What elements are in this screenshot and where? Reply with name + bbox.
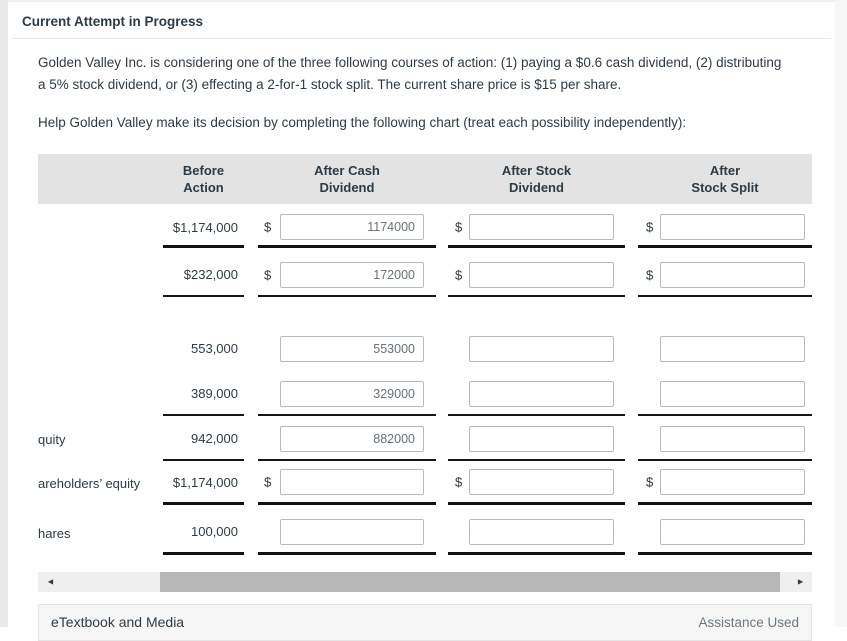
scrollbar-thumb[interactable] (160, 572, 780, 592)
after-stock-split-input[interactable] (660, 519, 805, 545)
dollar-sign: $ (646, 267, 654, 283)
after-stock-dividend-input[interactable] (469, 469, 614, 495)
after-stock-dividend-input[interactable] (469, 426, 614, 452)
after-stock-dividend-cell (448, 512, 625, 555)
column-header-before-action (163, 154, 244, 204)
after-stock-split-cell (638, 255, 812, 297)
etextbook-media-bar[interactable] (38, 604, 812, 641)
dollar-sign: $ (646, 219, 654, 235)
problem-instructions: Help Golden Valley make its decision by completing the following chart (treat each possibility independently): (38, 114, 687, 130)
after-cash-dividend-input[interactable] (280, 214, 424, 240)
table-row (38, 255, 812, 297)
after-stock-split-cell (638, 419, 812, 461)
row-label: hares (38, 525, 71, 541)
column-header-line: Before (182, 162, 225, 178)
etextbook-media-label: eTextbook and Media (51, 614, 185, 631)
after-cash-dividend-cell (258, 419, 436, 461)
after-cash-dividend-input[interactable] (280, 469, 424, 495)
dollar-sign: $ (455, 474, 463, 490)
horizontal-scrollbar[interactable] (38, 572, 812, 592)
after-stock-split-cell (638, 463, 812, 505)
after-stock-split-input[interactable] (660, 336, 805, 362)
dollar-sign: $ (455, 267, 463, 283)
after-stock-dividend-input[interactable] (469, 519, 614, 545)
table-row (38, 512, 812, 555)
table-row (38, 210, 812, 248)
column-header-line: Action (183, 179, 224, 195)
after-stock-split-input[interactable] (660, 262, 805, 288)
dollar-sign: $ (264, 474, 272, 490)
row-label: quity (38, 432, 66, 448)
after-stock-dividend-cell (448, 255, 625, 297)
column-header-line: Dividend (509, 179, 564, 195)
row-label (38, 210, 163, 248)
after-stock-split-cell (638, 210, 812, 248)
column-header-line: Dividend (319, 179, 375, 195)
row-label (38, 330, 163, 368)
after-cash-dividend-input[interactable] (280, 262, 424, 288)
page-left-gutter (0, 0, 8, 627)
before-action-value: $232,000 (163, 255, 244, 297)
column-header-after-stock-split (638, 154, 812, 204)
assistance-used-label: Assistance Used (698, 614, 799, 630)
after-stock-split-input[interactable] (660, 469, 805, 495)
attempt-status-title: Current Attempt in Progress (22, 14, 204, 29)
column-header-line: After Cash (314, 162, 380, 178)
after-stock-split-cell (638, 330, 812, 368)
column-header-line: Stock Split (691, 179, 759, 195)
page-right-gutter (834, 0, 847, 627)
table-row (38, 330, 812, 368)
after-stock-dividend-input[interactable] (469, 262, 614, 288)
row-label (38, 255, 163, 297)
scroll-right-icon[interactable]: ► (796, 576, 805, 587)
after-cash-dividend-cell (258, 463, 436, 505)
before-action-value: 100,000 (163, 512, 244, 555)
after-cash-dividend-input[interactable] (280, 336, 424, 362)
after-stock-split-input[interactable] (660, 214, 805, 240)
dollar-sign: $ (455, 219, 463, 235)
header-row-label-spacer (38, 154, 163, 204)
after-stock-dividend-cell (448, 463, 625, 505)
table-header-row (38, 154, 812, 204)
before-action-value: 553,000 (191, 341, 238, 357)
after-cash-dividend-input[interactable] (280, 381, 424, 407)
table-row (38, 374, 812, 416)
after-cash-dividend-cell (258, 374, 436, 416)
after-cash-dividend-cell (258, 210, 436, 248)
after-cash-dividend-cell (258, 512, 436, 555)
before-action-value: 942,000 (163, 419, 244, 461)
answer-table (38, 154, 812, 641)
after-stock-dividend-cell (448, 374, 625, 416)
dollar-sign: $ (264, 219, 272, 235)
column-header-line: After Stock (501, 162, 572, 178)
after-stock-dividend-input[interactable] (469, 214, 614, 240)
row-label (38, 374, 163, 416)
title-divider (12, 38, 831, 39)
after-stock-split-cell (638, 374, 812, 416)
before-action-value: 389,000 (163, 374, 244, 416)
dollar-sign: $ (646, 474, 654, 490)
after-stock-dividend-input[interactable] (469, 381, 614, 407)
dollar-sign: $ (264, 267, 272, 283)
after-stock-split-input[interactable] (660, 381, 805, 407)
before-action-value: $1,174,000 (163, 463, 244, 505)
table-row (38, 419, 812, 461)
after-cash-dividend-input[interactable] (280, 426, 424, 452)
column-header-after-cash-dividend (258, 154, 436, 204)
after-stock-dividend-cell (448, 330, 625, 368)
after-stock-dividend-cell (448, 210, 625, 248)
after-stock-dividend-input[interactable] (469, 336, 614, 362)
before-action-value: $1,174,000 (163, 210, 244, 248)
row-label: areholders’ equity (38, 476, 141, 492)
column-header-line: After (709, 162, 741, 178)
column-header-after-stock-dividend (448, 154, 625, 204)
scroll-left-icon[interactable]: ◄ (46, 576, 55, 587)
after-cash-dividend-cell (258, 330, 436, 368)
after-cash-dividend-cell (258, 255, 436, 297)
problem-statement: Golden Valley Inc. is considering one of the three following courses of action: (1) paying a $0.6 cash dividend, (2) distributing a 5% stock dividend, or (3) effecting a 2-for-1 stock split. The current share price is $15 per share. (38, 55, 782, 92)
after-cash-dividend-input[interactable] (280, 519, 424, 545)
after-stock-dividend-cell (448, 419, 625, 461)
attempt-panel (8, 0, 835, 631)
after-stock-split-input[interactable] (660, 426, 805, 452)
after-stock-split-cell (638, 512, 812, 555)
table-row (38, 463, 812, 505)
